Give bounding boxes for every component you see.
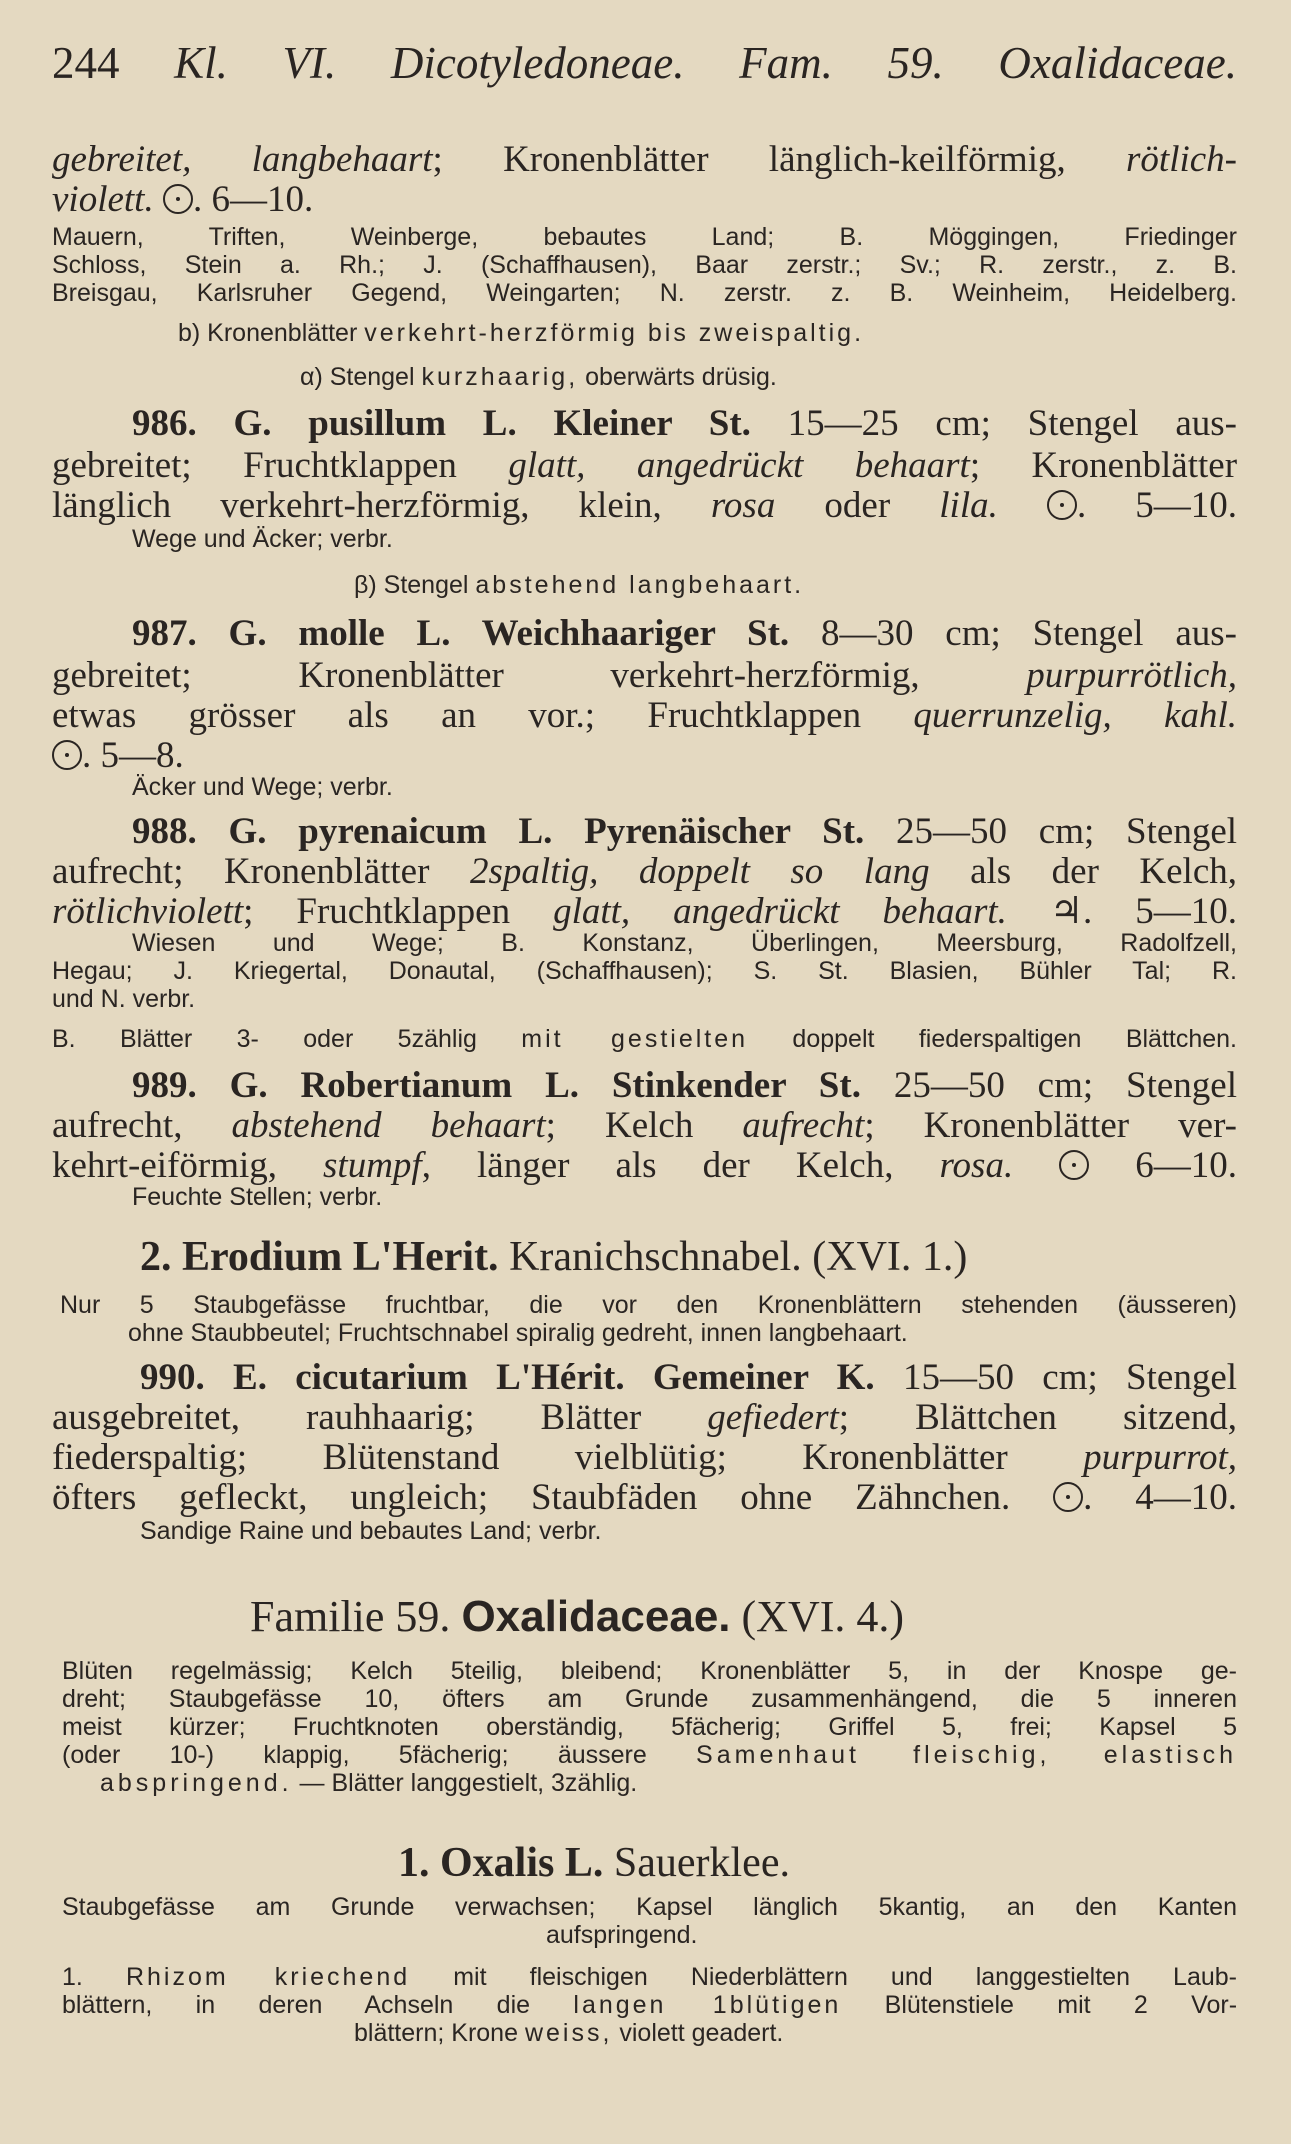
text-line: kehrt-eiförmig, stumpf, länger als der Kelch, rosa. 6—10. [52,1145,1238,1186]
key-line: 1. Rhizom kriechend mit fleischigen Niederblättern und langgestielten Laub- [62,1963,1237,1991]
family-description-line: dreht; Staubgefässe 10, öfters am Grunde zusammenhängend, die 5 inneren [62,1685,1237,1713]
genus-description-line: Nur 5 Staubgefässe fruchtbar, die vor den Kronenblättern stehenden (äusseren) [60,1291,1237,1319]
annual-symbol-icon [1047,490,1077,520]
species-entry-989: 989. G. Robertianum L. Stinkender St. 25—50 cm; Stengel [132,1065,1237,1106]
annual-symbol-icon [52,740,82,770]
family-description-line: meist kürzer; Fruchtknoten oberständig, 5fächerig; Griffel 5, frei; Kapsel 5 [62,1713,1237,1741]
text-line: fiederspaltig; Blütenstand vielblütig; Kronenblätter purpurrot, [52,1437,1238,1478]
locality-line: Breisgau, Karlsruher Gegend, Weingarten; N. zerstr. z. B. Weinheim, Heidelberg. [52,279,1237,307]
genus-description-line: Staubgefässe am Grunde verwachsen; Kapsel länglich 5kantig, an den Kanten [62,1893,1237,1921]
key-heading: B. Blätter 3- oder 5zählig mit gestielten doppelt fiederspaltigen Blättchen. [52,1025,1237,1053]
locality-line: Feuchte Stellen; verbr. [132,1183,383,1211]
family-description-line: abspringend. — Blätter langgestielt, 3zählig. [100,1769,638,1797]
key-heading: b) Kronenblätter verkehrt-herzförmig bis zweispaltig. [178,319,865,347]
header-title: Dicotyledoneae. Fam. 59. Oxalidaceae. [390,38,1237,88]
text-line: rötlichviolett; Fruchtklappen glatt, angedrückt behaart. ♃. 5—10. [52,891,1238,932]
species-entry-987: 987. G. molle L. Weichhaariger St. 8—30 cm; Stengel aus- [132,613,1238,654]
annual-symbol-icon [1053,1482,1083,1512]
locality-line: und N. verbr. [52,985,196,1013]
text-line: gebreitet; Fruchtklappen glatt, angedrückt behaart; Kronenblätter [52,445,1238,486]
text-line: länglich verkehrt-herzförmig, klein, rosa oder lila. . 5—10. [52,485,1238,526]
species-entry-986: 986. G. pusillum L. Kleiner St. 15—25 cm; Stengel aus- [132,403,1238,444]
locality-line: Hegau; J. Kriegertal, Donautal, (Schaffhausen); S. St. Blasien, Bühler Tal; R. [52,957,1237,985]
key-line: blättern, in deren Achseln die langen 1blütigen Blütenstiele mit 2 Vor- [62,1991,1238,2019]
text-line: gebreitet, langbehaart; Kronenblätter länglich-keilförmig, rötlich- [52,139,1237,180]
locality-line: Schloss, Stein a. Rh.; J. (Schaffhausen), Baar zerstr.; Sv.; R. zerstr., z. B. [52,251,1237,279]
text-line: violett. . 6—10. [52,179,314,220]
annual-symbol-icon [163,184,193,214]
class-label: Kl. VI. [174,38,337,88]
genus-description-line: aufspringend. [546,1921,698,1949]
family-description-line: (oder 10-) klappig, 5fächerig; äussere Samenhaut fleischig, elastisch [62,1741,1237,1769]
locality-line: Wege und Äcker; verbr. [132,525,393,553]
key-line: blättern; Krone weiss, violett geadert. [354,2019,784,2047]
key-heading: β) Stengel abstehend langbehaart. [354,571,805,599]
text-line: öfters gefleckt, ungleich; Staubfäden ohne Zähnchen. . 4—10. [52,1477,1238,1518]
genus-heading-oxalis: 1. Oxalis L. Sauerklee. [398,1840,790,1886]
annual-symbol-icon [1059,1150,1089,1180]
text-line: gebreitet; Kronenblätter verkehrt-herzförmig, purpurrötlich, [52,655,1238,696]
text-line: ausgebreitet, rauhhaarig; Blätter gefiedert; Blättchen sitzend, [52,1397,1237,1438]
text-line: aufrecht; Kronenblätter 2spaltig, doppelt so lang als der Kelch, [52,851,1238,892]
text-line: aufrecht, abstehend behaart; Kelch aufrecht; Kronenblätter ver- [52,1105,1237,1146]
text-line: etwas grösser als an vor.; Fruchtklappen querrunzelig, kahl. [52,695,1237,736]
family-heading: Familie 59. Oxalidaceae. (XVI. 4.) [250,1592,905,1641]
locality-line: Äcker und Wege; verbr. [132,773,393,801]
locality-line: Sandige Raine und bebautes Land; verbr. [140,1517,602,1545]
genus-description-line: ohne Staubbeutel; Fruchtschnabel spiralig gedreht, innen langbehaart. [128,1319,908,1347]
family-description-line: Blüten regelmässig; Kelch 5teilig, bleibend; Kronenblätter 5, in der Knospe ge- [62,1657,1237,1685]
locality-line: Wiesen und Wege; B. Konstanz, Überlingen, Meersburg, Radolfzell, [132,929,1237,957]
key-heading: α) Stengel kurzhaarig, oberwärts drüsig. [300,363,777,391]
locality-line: Mauern, Triften, Weinberge, bebautes Land; B. Möggingen, Friedinger [52,223,1237,251]
page-number: 244 [52,38,120,88]
text-line: . 5—8. [52,736,1237,776]
running-header [52,38,1237,88]
species-entry-990: 990. E. cicutarium L'Hérit. Gemeiner K. 15—50 cm; Stengel [140,1357,1238,1398]
genus-heading-erodium: 2. Erodium L'Herit. Kranichschnabel. (XVI. 1.) [140,1234,968,1280]
species-entry-988: 988. G. pyrenaicum L. Pyrenäischer St. 25—50 cm; Stengel [132,811,1238,852]
